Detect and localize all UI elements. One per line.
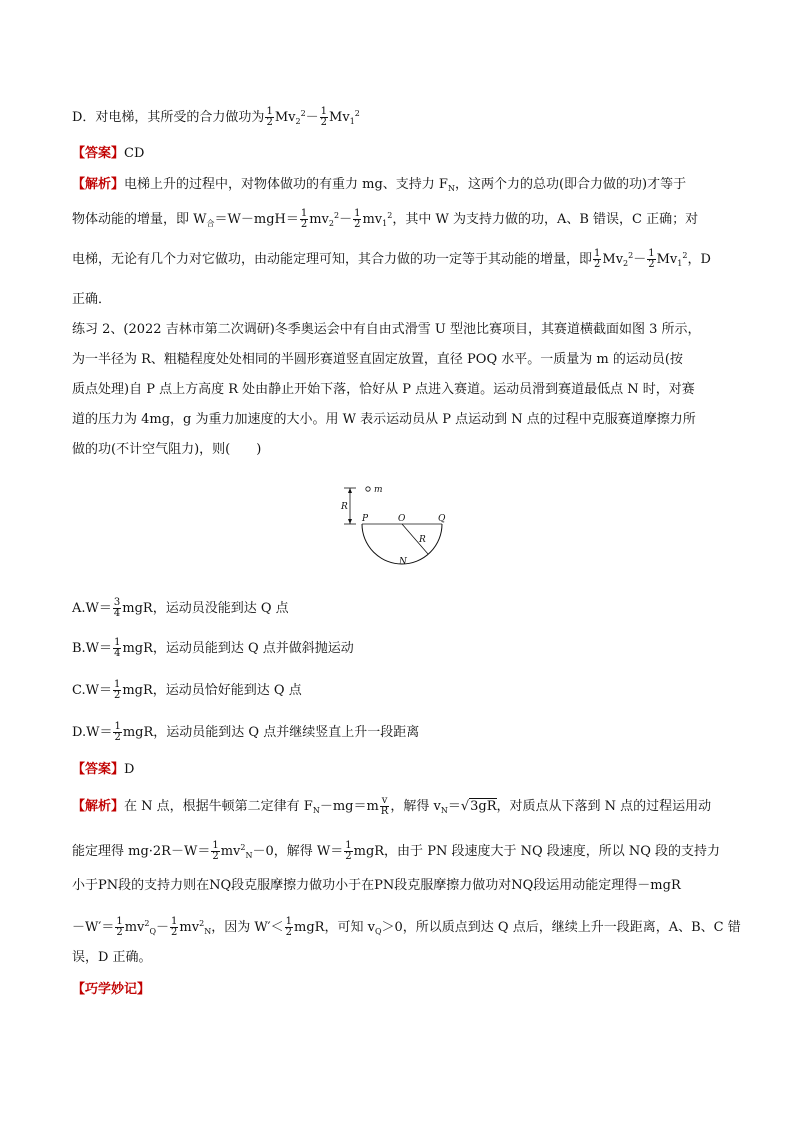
label-p: P [362, 514, 369, 524]
exercise-2-line-2: 为一半径为 R、粗糙程度处处相同的半圆形赛道竖直固定放置，直径 POQ 水平。一质量为 m 的运动员(按 [72, 352, 683, 367]
answer-1 [72, 144, 726, 164]
analysis-2-line-1: 【解析】在 N 点，根据牛顿第二定律有 $F_N-mg=m$ $\frac{v}{R}$ ，解得 $v_N=√3gR$，对质点从下落到 N 点的过程运用动 [72, 795, 712, 817]
label-r-left: R [341, 502, 348, 512]
analysis-1-line-4: 正确． [72, 292, 112, 307]
analysis-2-line-4: －W′＝ $\frac{1}{2}$ $mv^2_Q-$ $\frac{1}{2}$ $mv^2_N$，因为 W′＜ $\frac{1}{2}$ mgR，可知 $v_Q>0$，所以质点到达 Q 点后，继续上升一段距离，A、B、C 错 [72, 916, 741, 938]
analysis-2-line-3: 小于PN段的支持力则在NQ段克服摩擦力做功小于在PN段克服摩擦力做功对NQ段运用动能定理得－mgR [72, 878, 681, 893]
label-n: N [399, 557, 407, 567]
height-arrow-up [348, 488, 352, 493]
option-d: D.W＝ $\frac{1}{2}$ mgR，运动员能到达 Q 点并继续竖直上升一段距离 [72, 721, 420, 743]
height-arrow-down [348, 519, 352, 524]
option-a: A.W＝ $\frac{3}{4}$ mgR，运动员没能到达 Q 点 [72, 597, 289, 619]
option-b: B.W＝ $\frac{1}{4}$ mgR，运动员能到达 Q 点并做斜抛运动 [72, 637, 354, 659]
analysis-1-line-1: 【解析】电梯上升的过程中，对物体做功的有重力 mg、支持力 $F_N$，这两个力的总功(即合力做的功)才等于 [72, 177, 687, 193]
answer-value: CD [124, 146, 145, 161]
label-m: m [374, 485, 383, 495]
label-o: O [398, 514, 406, 524]
exercise-2-line-5: 做的功(不计空气阻力)，则( ) [72, 442, 262, 457]
label-r-right: R [419, 535, 426, 545]
tip-heading: 【巧学妙记】 [72, 982, 151, 997]
exercise-2-line-3: 质点处理)自 P 点上方高度 R 处由静止开始下落，恰好从 P 点进入赛道。运动员滑到赛道最低点 N 时，对赛 [72, 382, 695, 397]
answer-2: 【答案】D [72, 762, 135, 777]
answer-tag: 【答案】 [72, 146, 125, 161]
analysis-1-line-2: 物体动能的增量，即 $W_合=W-mgH=$ $\frac{1}{2}$ $mv_2^2-$ $\frac{1}{2}$ $mv_1^2$，其中 W 为支持力做的功，A、B 错误，C 正确；对 [72, 208, 699, 230]
analysis-1-line-3: 电梯，无论有几个力对它做功，由动能定理可知，其合力做的功一定等于其动能的增量，即 $\frac{1}{2}$ $Mv_2^2-$ $\frac{1}{2}$ $Mv_1^2$，D [72, 248, 711, 270]
half-pipe-diagram [330, 484, 460, 574]
exercise-2-line-4: 道的压力为 4mg，g 为重力加速度的大小。用 W 表示运动员从 P 点运动到 N 点的过程中克服赛道摩擦力所 [72, 412, 696, 427]
label-q: Q [438, 514, 446, 524]
analysis-2-line-5: 误，D 正确。 [72, 950, 152, 965]
mass-point [366, 487, 370, 491]
analysis-2-line-2: 能定理得 mg·2R－W＝ $\frac{1}{2}$ $mv^2_N-0$，解得 W＝ $\frac{1}{2}$ mgR，由于 PN 段速度大于 NQ 段速度，所以 NQ 段的支持力 [72, 840, 721, 862]
option-d-previous: D．对电梯，其所受的合力做功为 $\frac{1}{2}$ $Mv_2^2-$ $\frac{1}{2}$ $Mv_1^2$ [72, 106, 360, 128]
exercise-2-line-1: 练习 2、(2022 吉林市第二次调研)冬季奥运会中有自由式滑雪 U 型池比赛项目，其赛道横截面如图 3 所示， [72, 322, 701, 337]
option-c: C.W＝ $\frac{1}{2}$ mgR，运动员恰好能到达 Q 点 [72, 679, 302, 701]
